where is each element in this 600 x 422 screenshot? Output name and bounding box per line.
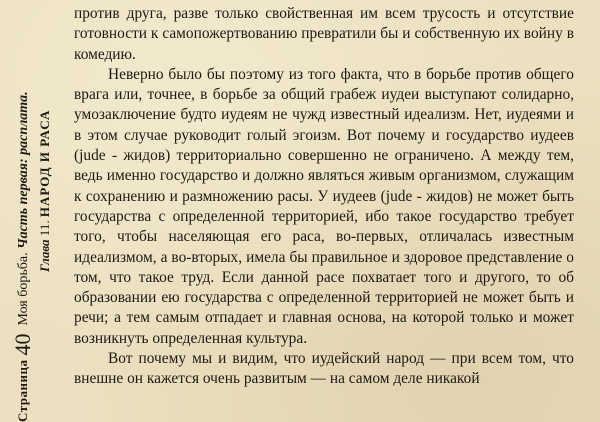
part-label: Часть первая: расплата.	[16, 91, 31, 249]
page-number: 40	[10, 333, 35, 356]
running-header-line-1	[12, 0, 34, 422]
running-header-rotated	[0, 0, 62, 422]
running-header	[0, 0, 62, 422]
page-label: Страница	[15, 359, 30, 422]
chapter-number: 11.	[37, 220, 52, 237]
paragraph-2: Неверно было бы поэтому из того факта, что в борьбе против общего врага или, точнее, в борьбе за общий грабеж иудеи выступают солидарно, умозаключение будто иудеям не чужд известный идеализм. Нет, иудеями и в этом случае руководит голый эгоизм. Вот почему и государство иудеев (jude - жидов) территориально совершенно не ограничено. А между тем, ведь именно государство и должно являться живым организмом, служащим к сохранению и размножению расы. У иудеев (jude - жидов) не может быть государства с определенной территорией, ибо такое государство требует того, чтобы населяющая его раса, во-первых, отличалась известным идеализмом, а во-вторых, имела бы правильное и здоровое представление о том, что такое труд. Если данной расе похватает того и другого, то об образовании ею государства с определенной территорией не может быть и речи; а тем самым отпадает и главная основа, на которой только и может возникнуть определенная культура.	[74, 65, 574, 347]
body-text	[74, 4, 574, 418]
chapter-label: Глава	[37, 239, 52, 272]
paragraph-1: против друга, разве только свойственная им всем трусость и отсутствие готовности к самопожертвованию превратили бы и собственную их войну в комедию.	[74, 5, 574, 63]
running-header-line-2	[38, 0, 51, 272]
paragraph-3: Вот почему мы и видим, что иудейский народ — при всем том, что внешне он кажется очень развитым — на самом деле никакой	[74, 350, 574, 388]
book-title: Моя борьба.	[16, 252, 31, 326]
chapter-title: НАРОД И РАСА	[37, 109, 52, 218]
